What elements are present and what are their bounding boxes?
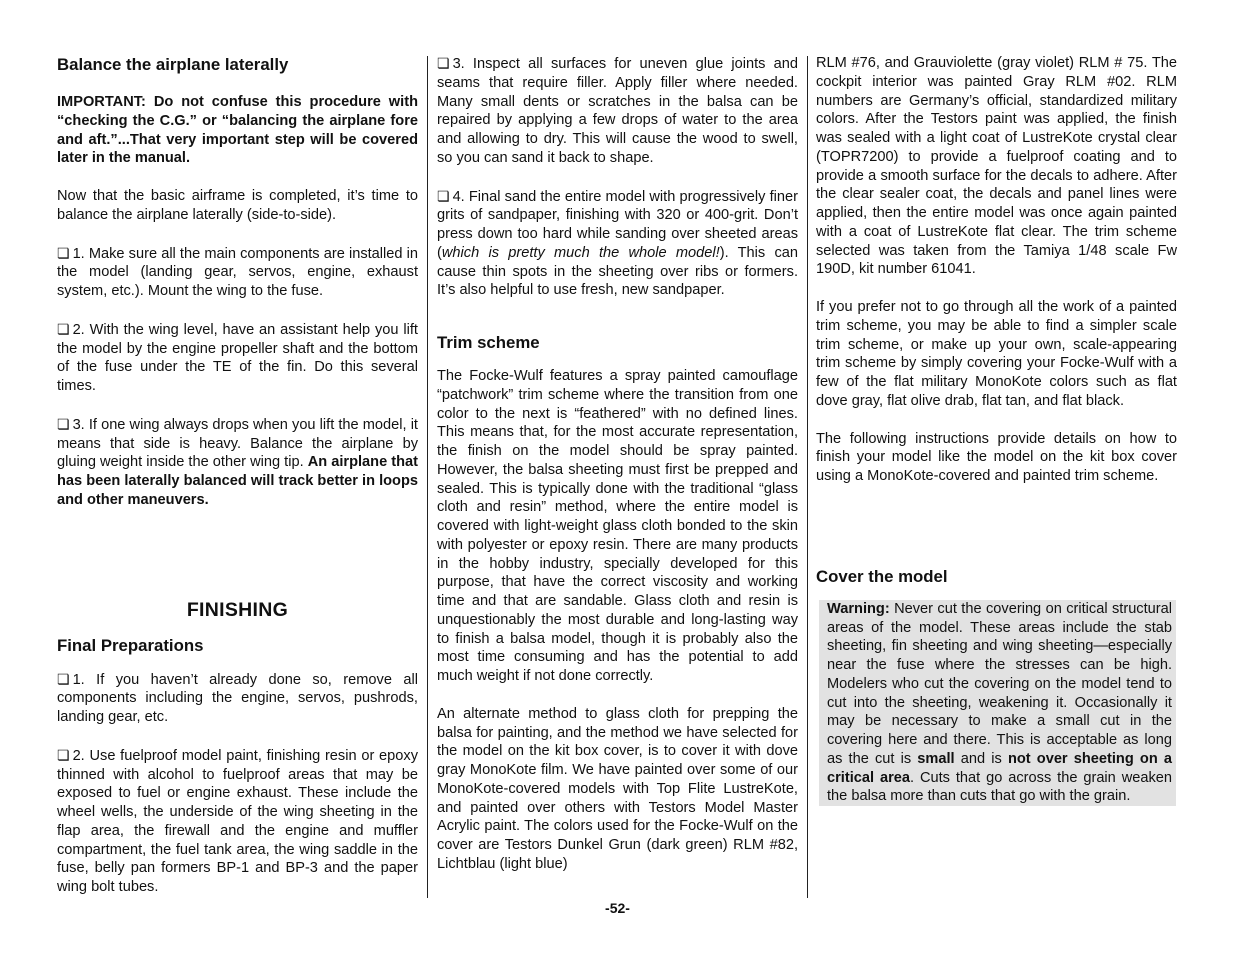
checkbox-icon: ❏: [57, 415, 70, 432]
important-note: IMPORTANT: Do not confuse this procedure with “checking the C.G.” or “balancing the airplane fore and aft.”...That very important step will be covered later in the manual.: [57, 94, 418, 167]
prep-step-3: ❏ 3. Inspect all surfaces for uneven glue joints and seams that require filler. Apply filler where needed. Many small dents or scratches in the balsa can be repaired by applying a few drops of water to the area and allowing to dry. This will cause the wood to swell, so you can sand it back to shape.: [437, 55, 798, 166]
instructions-intro: The following instructions provide details on how to finish your model like the model on the kit box cover using a MonoKote-covered and painted trim scheme.: [816, 430, 1177, 484]
warning-text: Warning: Never cut the covering on critical structural areas of the model. These areas include the stab sheeting, fin sheeting and wing sheeting—especially near the fuse where the stresses can be high. Modelers who cut the covering on the model tend to cut into the sheeting, weakening it. Occasionally it may be necessary to make a small cut in the covering here and there. This is acceptable as long as the cut is small and is not over sheeting on a critical area. Cuts that go across the grain weaken the balsa more than cuts that go with the grain.: [827, 600, 1173, 805]
heading-balance-laterally: Balance the airplane laterally: [57, 55, 289, 74]
column-middle: [437, 54, 798, 874]
column-left: [57, 54, 418, 897]
heading-trim-scheme: Trim scheme: [437, 333, 540, 352]
balance-step-2: ❏ 2. With the wing level, have an assistant help you lift the model by the engine propeller shaft and the bottom of the fuse under the TE of the fin. Do this several times.: [57, 320, 418, 394]
warning-label: Warning:: [827, 600, 890, 617]
trim-paragraph-1: The Focke-Wulf features a spray painted camouflage “patchwork” trim scheme where the transition from one color to the next is “feathered” with no defined lines. This means that, for the most accurate representation, the finish on the model should be spray painted. However, the balsa sheeting must first be prepped and sealed. This is typically done with the traditional “glass cloth and resin” method, where the entire model is covered with light-weight glass cloth bonded to the skin with polyester or epoxy resin. There are many products in the hobby industry, specially developed for this purpose, that have the correct viscosity and working time and that are sandable. Glass cloth and resin is unquestionably the most durable and long-lasting way to finish a balsa model, though it is probably also the most time consuming and has the potential to add much weight if not done correctly.: [437, 368, 798, 684]
heading-cover-the-model: Cover the model: [816, 566, 948, 586]
heading-final-preparations: Final Preparations: [57, 635, 204, 655]
prep-step-1: ❏ 1. If you haven’t already done so, remove all components including the engine, servos, pushrods, landing gear, etc.: [57, 670, 418, 725]
column-divider: [427, 56, 428, 898]
prep-step-4: ❏ 4. Final sand the entire model with progressively finer grits of sandpaper, finishing with 320 or 400-grit. Don’t press down too hard while sanding over sheeted areas (which is pretty much the whole model!). This can cause thin spots in the sheeting over ribs or formers. It’s also helpful to use fresh, new sandpaper.: [437, 187, 798, 299]
checkbox-icon: ❏: [437, 55, 450, 71]
checkbox-icon: ❏: [437, 187, 450, 204]
column-right: [816, 54, 1177, 806]
heading-finishing: FINISHING: [186, 598, 289, 621]
alternate-trim-paragraph: If you prefer not to go through all the work of a painted trim scheme, you may be able to find a simpler scale trim scheme, or make up your own, scale-appearing trim scheme by simply covering your Focke-Wulf with a few of the flat military MonoKote colors such as flat dove gray, flat olive drab, flat tan, and flat black.: [816, 299, 1177, 409]
balance-intro: Now that the basic airframe is completed, it’s time to balance the airplane laterally (side-to-side).: [57, 188, 418, 223]
checkbox-icon: ❏: [57, 244, 70, 261]
trim-paragraph-2: An alternate method to glass cloth for prepping the balsa for painting, and the method we have selected for the model on the kit box cover, is to cover it with dove gray MonoKote film. We have painted over some of our MonoKote-covered models with Top Flite LustreKote, and painted over others with Testors Model Master Acrylic paint. The colors used for the Focke-Wulf on the cover are Testors Dunkel Grun (dark green) RLM #82, Lichtblau (light blue): [437, 705, 798, 872]
balance-step-3: ❏ 3. If one wing always drops when you lift the model, it means that side is heavy. Balance the airplane by gluing weight inside the other wing tip. An airplane that has been laterally balanced will track better in loops and other maneuvers.: [57, 415, 418, 508]
checkbox-icon: ❏: [57, 746, 70, 763]
balance-step-1: ❏ 1. Make sure all the main components are installed in the model (landing gear, servos, engine, exhaust system, etc.). Mount the wing to the fuse.: [57, 244, 418, 299]
checkbox-icon: ❏: [57, 670, 70, 687]
balance-step-3-bold: An airplane that has been laterally balanced will track better in loops and other maneuvers.: [57, 454, 418, 508]
prep-step-2: ❏ 2. Use fuelproof model paint, finishing resin or epoxy thinned with alcohol to fuelproof areas that may be exposed to fuel or engine exhaust. These include the wheel wells, the underside of the wing sheeting in the flap area, the firewall and the engine and muffler compartment, the fuel tank area, the wing saddle in the fuse, belly pan formers BP-1 and BP-3 and the paper wing bolt tubes.: [57, 746, 418, 895]
column-divider: [807, 56, 808, 898]
page-number: -52-: [605, 900, 630, 916]
warning-box: [819, 600, 1176, 806]
trim-paragraph-3: RLM #76, and Grauviolette (gray violet) RLM # 75. The cockpit interior was painted Gray RLM #02. RLM numbers are Germany’s official, standardized military colors. After the Testors paint was applied, the finish was sealed with a light coat of LustreKote crystal clear (TOPR7200) to provide a fuelproof coating and to provide a smooth surface for the decals to adhere. After the clear sealer coat, the decals and panel lines were applied, then the entire model was once again painted with a coat of LustreKote flat clear. The trim scheme selected was taken from the Tamiya 1/48 scale Fw 190D, kit number 61041.: [816, 55, 1177, 278]
checkbox-icon: ❏: [57, 320, 70, 337]
